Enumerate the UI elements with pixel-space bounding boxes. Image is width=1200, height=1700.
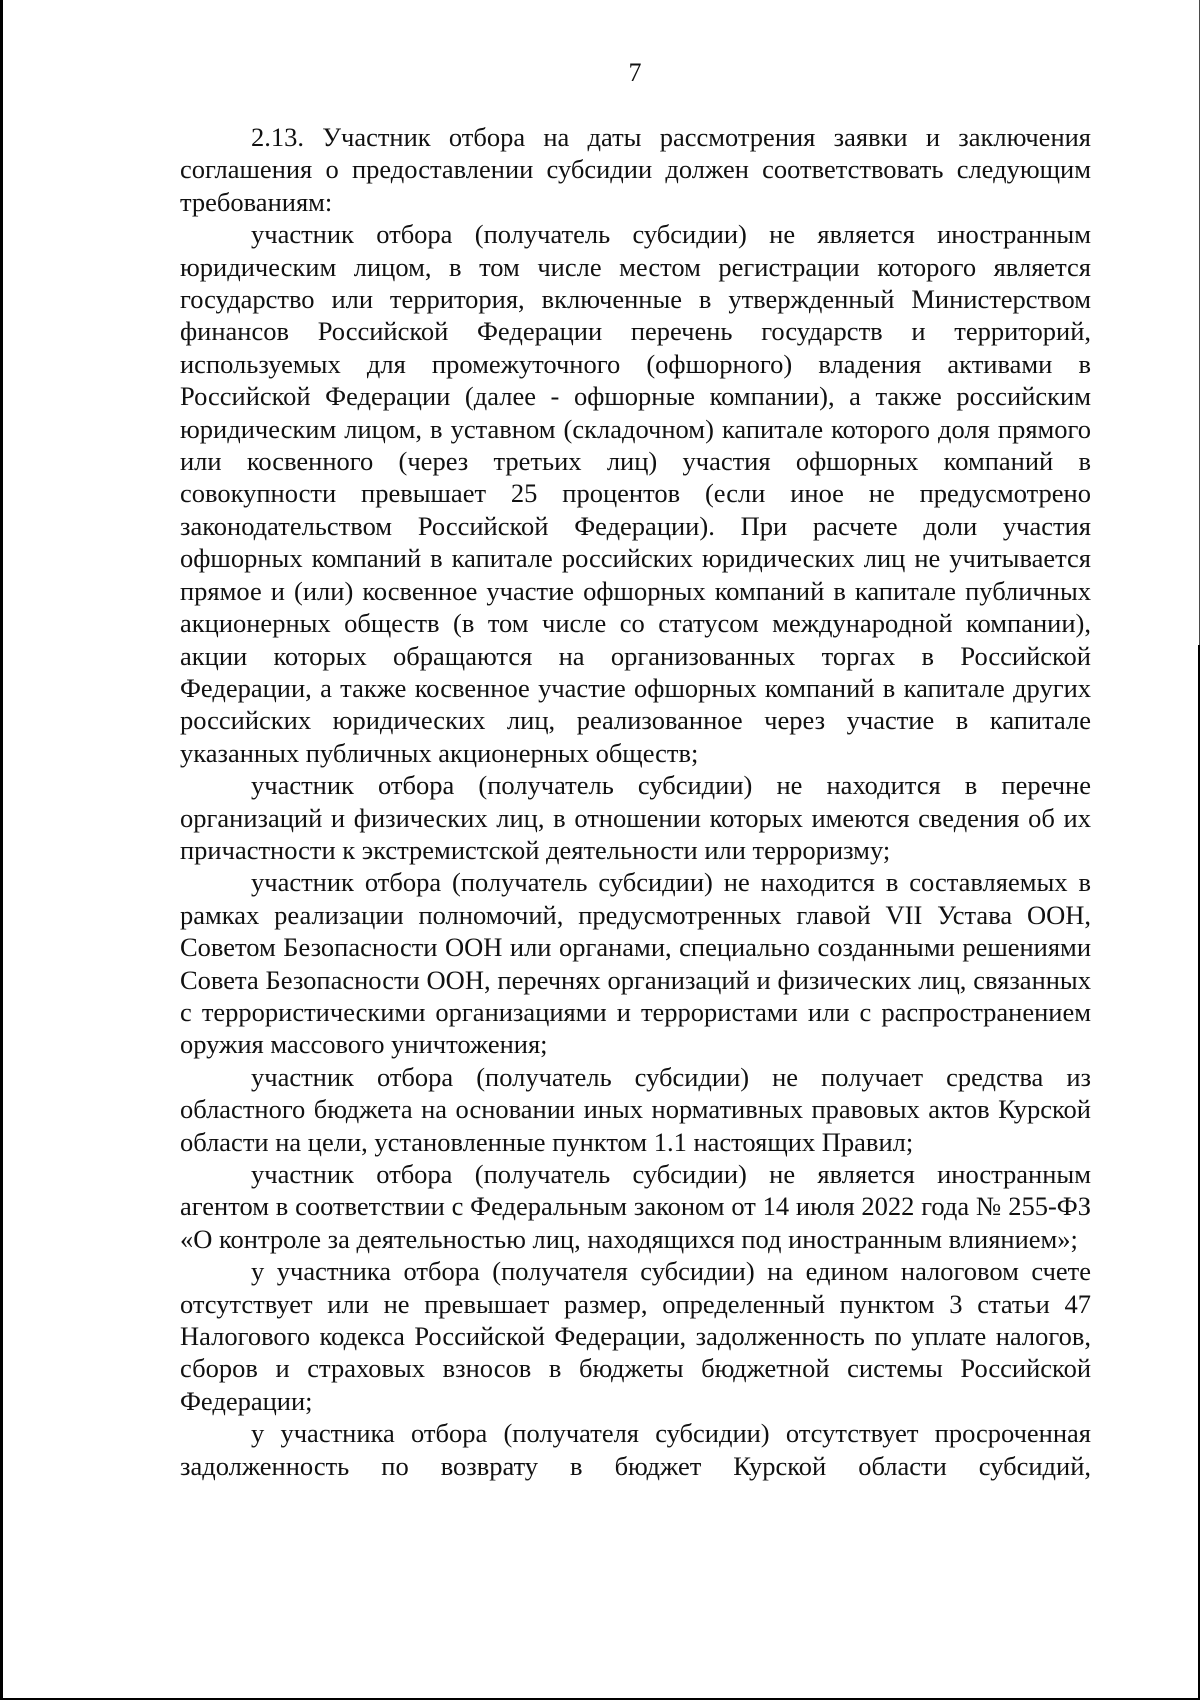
paragraph-tax-debt: у участника отбора (получателя субсидии) на едином налоговом счете отсутствует или не превышает размер, определенный пунктом 3 статьи 47 Налогового кодекса Российской Федерации, задолженность по уплате налогов, сборов и страховых взносов в бюджеты бюджетной системы Российской Федерации;: [180, 1256, 1091, 1416]
paragraph-overdue-debt: у участника отбора (получателя субсидии) отсутствует просроченная задолженность по возврату в бюджет Курской области субсидий,: [180, 1418, 1091, 1481]
document-body: [180, 121, 1091, 1482]
paragraph-regional-budget: участник отбора (получатель субсидии) не получает средства из областного бюджета на основании иных нормативных правовых актов Курской области на цели, установленные пунктом 1.1 настоящих Правил;: [180, 1061, 1091, 1157]
paragraph-extremism-list: участник отбора (получатель субсидии) не находится в перечне организаций и физических лиц, в отношении которых имеются сведения об их причастности к экстремистской деятельности или терроризму;: [180, 770, 1091, 865]
page-number: 7: [628, 58, 642, 87]
paragraph-un-sanctions-list: участник отбора (получатель субсидии) не находится в составляемых в рамках реализации полномочий, предусмотренных главой VII Устава ООН, Советом Безопасности ООН или органами, специально созданными решениями Совета Безопасности ООН, перечнях организаций и физических лиц, связанных с террористическими организациями и террористами или с распространением оружия массового уничтожения;: [180, 867, 1091, 1060]
scan-edge-left: [0, 0, 3, 1700]
paragraph-foreign-agent: участник отбора (получатель субсидии) не является иностранным агентом в соответствии с Федеральным законом от 14 июля 2022 года № 255-ФЗ «О контроле за деятельностью лиц, находящихся под иностранным влиянием»;: [180, 1159, 1091, 1254]
paragraph-2-13: 2.13. Участник отбора на даты рассмотрения заявки и заключения соглашения о предоставлении субсидии должен соответствовать следующим требованиям:: [180, 122, 1091, 217]
paragraph-offshore-requirement: участник отбора (получатель субсидии) не является иностранным юридическим лицом, в том числе местом регистрации которого является государство или территория, включенные в утвержденный Министерством финансов Российской Федерации перечень государств и территорий, используемых для промежуточного (офшорного) владения активами в Российской Федерации (далее - офшорные компании), а также российским юридическим лицом, в уставном (складочном) капитале которого доля прямого или косвенного (через третьих лиц) участия офшорных компаний в совокупности превышает 25 процентов (если иное не предусмотрено законодательством Российской Федерации). При расчете доли участия офшорных компаний в капитале российских юридических лиц не учитывается прямое и (или) косвенное участие офшорных компаний в капитале публичных акционерных обществ (в том числе со статусом международной компании), акции которых обращаются на организованных торгах в Российской Федерации, а также косвенное участие офшорных компаний в капитале других российских юридических лиц, реализованное через участие в капитале указанных публичных акционерных обществ;: [180, 219, 1091, 768]
